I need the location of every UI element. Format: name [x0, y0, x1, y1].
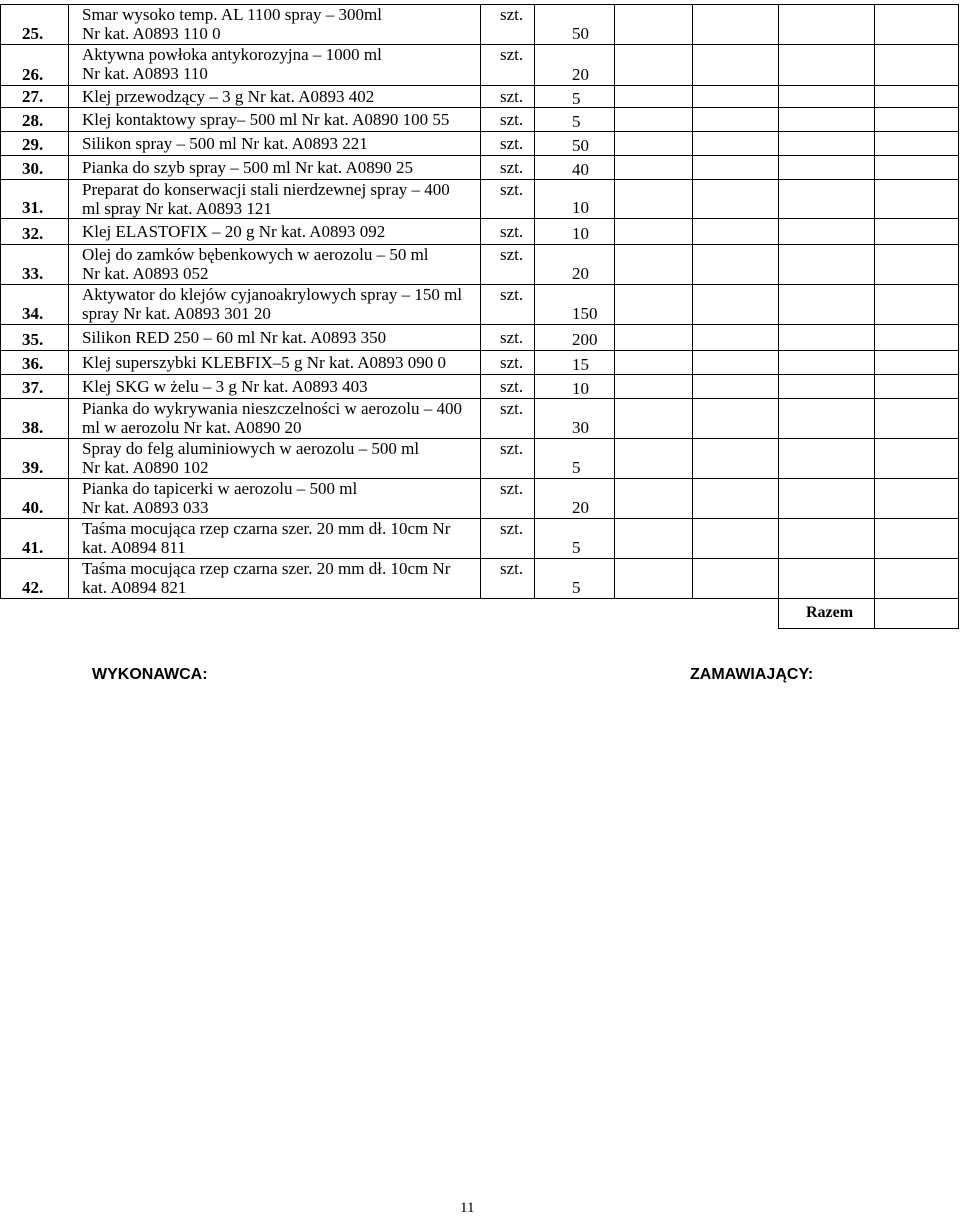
- item-description-line: Nr kat. A0893 052: [82, 264, 209, 283]
- row-number: 36.: [22, 354, 44, 373]
- item-quantity: 200: [572, 329, 598, 349]
- item-description-line: Aktywna powłoka antykorozyjna – 1000 ml: [82, 45, 382, 64]
- table-rule: [778, 598, 779, 628]
- item-quantity: 10: [572, 198, 589, 217]
- item-quantity: 50: [572, 24, 589, 43]
- item-unit: szt.: [500, 157, 524, 177]
- item-description-line: Taśma mocująca rzep czarna szer. 20 mm dł. 10cm Nr: [82, 559, 451, 578]
- table-rule: [68, 4, 69, 599]
- contractor-label: WYKONAWCA:: [92, 666, 208, 683]
- row-number: 28.: [22, 111, 44, 130]
- item-description-line: Klej przewodzący – 3 g Nr kat. A0893 402: [82, 86, 375, 106]
- item-unit: szt.: [500, 180, 524, 199]
- item-description-line: Nr kat. A0893 110 0: [82, 24, 221, 43]
- item-description-line: Pianka do tapicerki w aerozolu – 500 ml: [82, 479, 358, 498]
- table-rule: [614, 4, 615, 599]
- item-quantity: 20: [572, 264, 589, 283]
- item-quantity: 10: [572, 223, 589, 243]
- row-number: 25.: [22, 24, 44, 43]
- table-rule: [958, 4, 959, 599]
- item-quantity: 50: [572, 135, 589, 155]
- row-number: 35.: [22, 330, 44, 349]
- item-description: [82, 399, 462, 437]
- item-description-line: Aktywator do klejów cyjanoakrylowych spray – 150 ml: [82, 285, 463, 304]
- item-unit: szt.: [500, 86, 524, 106]
- item-quantity: 5: [572, 538, 581, 557]
- item-description-line: spray Nr kat. A0893 301 20: [82, 304, 271, 323]
- item-quantity: 5: [572, 578, 581, 597]
- item-description-line: Silikon RED 250 – 60 ml Nr kat. A0893 350: [82, 327, 387, 347]
- item-description-line: Olej do zamków bębenkowych w aerozolu – 50 ml: [82, 245, 429, 264]
- item-unit: szt.: [500, 439, 524, 458]
- item-unit: szt.: [500, 327, 524, 347]
- item-description-line: ml w aerozolu Nr kat. A0890 20: [82, 418, 302, 437]
- item-description-line: Klej ELASTOFIX – 20 g Nr kat. A0893 092: [82, 221, 386, 241]
- item-description-line: kat. A0894 821: [82, 578, 187, 597]
- row-number: 33.: [22, 264, 44, 283]
- item-description: [82, 559, 450, 597]
- item-description-line: Silikon spray – 500 ml Nr kat. A0893 221: [82, 133, 368, 153]
- row-number: 39.: [22, 458, 44, 477]
- table-rule: [534, 4, 535, 599]
- item-unit: szt.: [500, 479, 524, 498]
- table-rule: [874, 598, 875, 628]
- row-number: 34.: [22, 304, 44, 323]
- row-number: 31.: [22, 198, 44, 217]
- item-description: [82, 519, 450, 557]
- total-label: Razem: [806, 604, 854, 621]
- item-unit: szt.: [500, 245, 524, 264]
- item-unit: szt.: [500, 109, 524, 129]
- item-description: [82, 45, 382, 83]
- item-unit: szt.: [500, 519, 524, 538]
- item-description-line: Preparat do konserwacji stali nierdzewnej spray – 400: [82, 180, 450, 199]
- row-number: 27.: [22, 87, 44, 106]
- item-description: [82, 180, 450, 218]
- row-number: 42.: [22, 578, 44, 597]
- item-unit: szt.: [500, 559, 524, 578]
- client-label: ZAMAWIAJĄCY:: [690, 666, 814, 683]
- item-description-line: Smar wysoko temp. AL 1100 spray – 300ml: [82, 5, 382, 24]
- item-description-line: Nr kat. A0893 033: [82, 498, 209, 517]
- item-description: [82, 110, 449, 129]
- item-description: [82, 245, 429, 283]
- page-number: 11: [460, 1200, 475, 1216]
- item-quantity: 30: [572, 418, 589, 437]
- item-quantity: 10: [572, 378, 589, 398]
- item-description-line: Nr kat. A0890 102: [82, 458, 209, 477]
- item-description: [82, 222, 385, 241]
- table-rule: [778, 628, 959, 629]
- item-quantity: 5: [572, 111, 581, 131]
- item-quantity: 5: [572, 458, 581, 477]
- item-quantity: 20: [572, 65, 589, 84]
- item-unit: szt.: [500, 399, 524, 418]
- row-number: 37.: [22, 378, 44, 397]
- item-description-line: kat. A0894 811: [82, 538, 186, 557]
- item-quantity: 5: [572, 88, 581, 108]
- item-description-line: ml spray Nr kat. A0893 121: [82, 199, 272, 218]
- item-unit: szt.: [500, 352, 524, 372]
- item-description-line: Klej superszybki KLEBFIX–5 g Nr kat. A0893 090 0: [82, 352, 447, 372]
- item-description-line: Spray do felg aluminiowych w aerozolu – 500 ml: [82, 439, 420, 458]
- item-description-line: Taśma mocująca rzep czarna szer. 20 mm dł. 10cm Nr: [82, 519, 451, 538]
- item-description: [82, 353, 446, 372]
- item-quantity: 150: [572, 304, 598, 323]
- item-unit: szt.: [500, 45, 524, 64]
- row-number: 29.: [22, 135, 44, 154]
- item-unit: szt.: [500, 133, 524, 153]
- item-description-line: Klej kontaktowy spray– 500 ml Nr kat. A0890 100 55: [82, 109, 450, 129]
- row-number: 40.: [22, 498, 44, 517]
- item-description: [82, 439, 419, 477]
- item-unit: szt.: [500, 285, 524, 304]
- row-number: 26.: [22, 65, 44, 84]
- item-unit: szt.: [500, 376, 524, 396]
- item-description: [82, 158, 413, 177]
- item-quantity: 20: [572, 498, 589, 517]
- row-number: 30.: [22, 159, 44, 178]
- item-description: [82, 479, 357, 517]
- table-rule: [778, 4, 779, 599]
- item-unit: szt.: [500, 221, 524, 241]
- row-number: 38.: [22, 418, 44, 437]
- item-description-line: Klej SKG w żelu – 3 g Nr kat. A0893 403: [82, 376, 368, 396]
- item-description: [82, 285, 462, 323]
- item-description-line: Pianka do wykrywania nieszczelności w aerozolu – 400: [82, 399, 463, 418]
- item-description: [82, 134, 368, 153]
- item-quantity: 40: [572, 159, 589, 179]
- table-rule: [692, 4, 693, 599]
- item-description: [82, 377, 368, 396]
- table-rule: [0, 4, 1, 599]
- item-description: [82, 5, 382, 43]
- item-unit: szt.: [500, 5, 524, 24]
- table-rule: [480, 4, 481, 599]
- item-description-line: Nr kat. A0893 110: [82, 64, 208, 83]
- row-number: 41.: [22, 538, 44, 557]
- table-rule: [958, 598, 959, 628]
- item-description: [82, 328, 386, 347]
- item-description-line: Pianka do szyb spray – 500 ml Nr kat. A0890 25: [82, 157, 413, 177]
- row-number: 32.: [22, 224, 44, 243]
- item-quantity: 15: [572, 354, 589, 374]
- table-rule: [874, 4, 875, 599]
- item-description: [82, 87, 374, 106]
